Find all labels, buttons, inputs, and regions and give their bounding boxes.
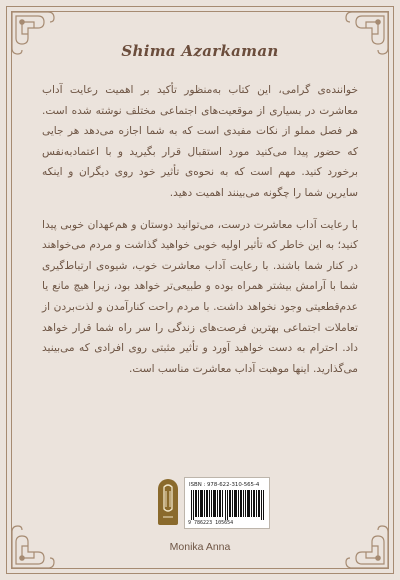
barcode-icon xyxy=(191,490,265,520)
ornament-corner-icon xyxy=(328,8,392,72)
blurb-paragraph: خواننده‌ی گرامی، این کتاب به‌منظور تأکید بر اهمیت رعایت آداب معاشرت در بسیاری از موقعیت‌های اجتماعی مختلف نوشته شده است. هر فصل مملو از نکات مفیدی است که به شما اجازه می‌دهد هر جایی که حضور پیدا می‌کنید مورد استقبال قرار بگیرید و با اعتماد‌به‌نفس برخورد کنید. مهم است که به نحوه‌ی تأثیر خود روی دیگران و اینکه سایرین شما را چگونه می‌بینند اهمیت دهید. xyxy=(42,84,358,199)
barcode-digits: 9 786223 105654 xyxy=(188,520,234,526)
publisher-logo-icon xyxy=(158,479,178,525)
blurb-paragraph: با رعایت آداب معاشرت درست، می‌توانید دوستان و هم‌عهدان خوبی پیدا کنید؛ به این خاطر که تأثیر اولیه خوبی خواهید گذاشت و مردم می‌خواهند در کنار شما باشند. با رعایت آداب معاشرت خوب، شیوه‌ی ارتباط‌گیری شما با آرامش بیشتر همراه بوده و طبیعی‌تر خواهد بود، زیرا هیچ مانع یا عدم‌قطعیتی وجود نخواهد داشت. با مردم راحت کنارآمدن و لذت‌بردن از تعاملات اجتماعی بهترین فرصت‌های زندگی را سر راه شما قرار خواهد داد. احترام به دست خواهید آورد و تأثیر مثبتی روی افرادی که می‌بینید می‌گذارید. اینها موهبت آداب معاشرت مناسب است. xyxy=(42,218,358,375)
ornament-corner-icon xyxy=(8,508,72,572)
ornament-corner-icon xyxy=(8,8,72,72)
isbn-label: ISBN : 978-622-310-565-4 xyxy=(189,482,260,488)
blurb-text xyxy=(42,80,358,379)
isbn-barcode-box xyxy=(184,477,270,529)
ornament-corner-icon xyxy=(328,508,392,572)
translator-name: Monika Anna xyxy=(169,541,231,553)
author-name: Shima Azarkaman xyxy=(121,42,279,60)
